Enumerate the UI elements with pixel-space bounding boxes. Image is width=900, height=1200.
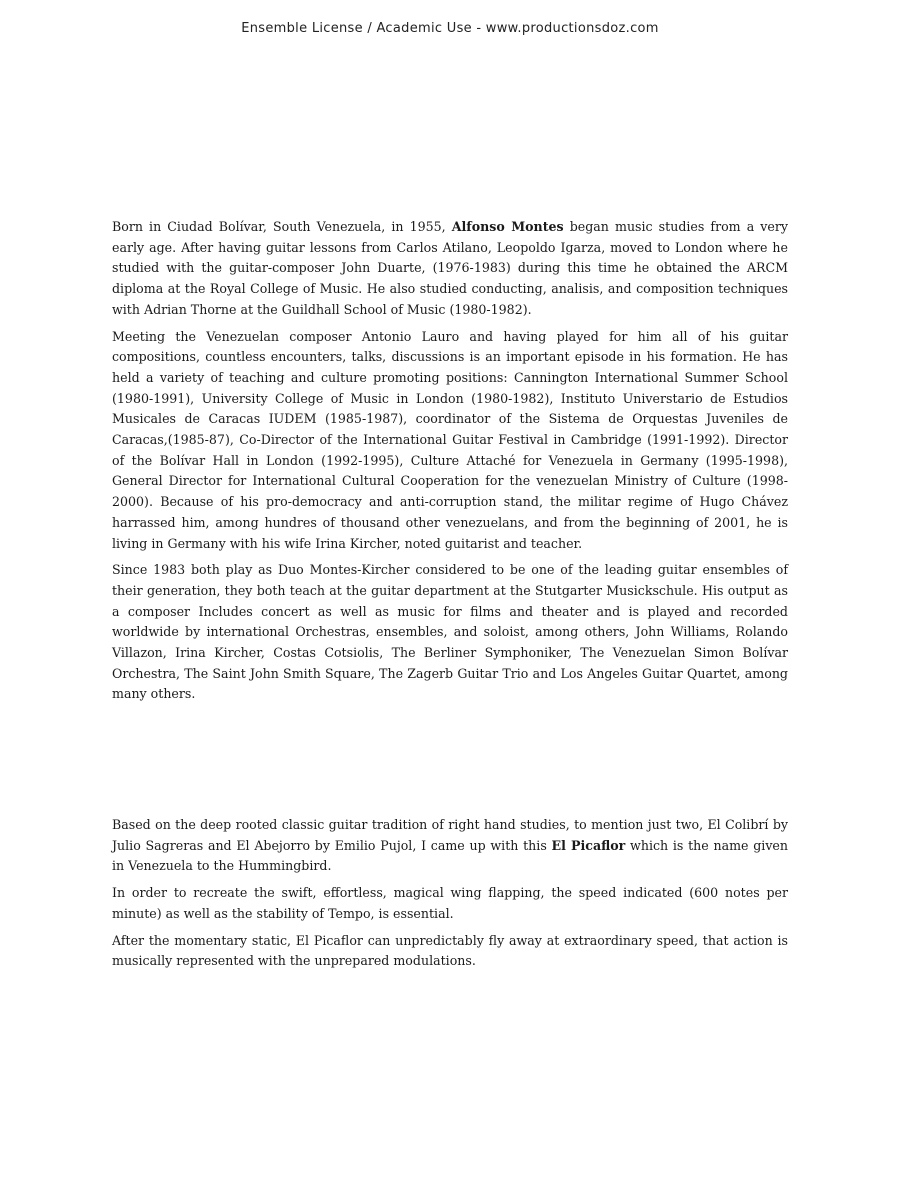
license-header: Ensemble License / Academic Use - www.productionsdoz.com xyxy=(241,21,659,36)
biography-paragraph-1-body: began music studies from a very early age. After having guitar lessons from Carlos Atilano, Leopoldo Igarza, moved to London where he studied with the guitar-composer John Duarte, (1976-1983) during this time he obtained the ARCM diploma at the Royal College of Music. He also studied conducting, analisis, and composition techniques with Adrian Thorne at the Guildhall School of Music (1980-1982). xyxy=(112,219,788,317)
program-notes-paragraph-1-body: which is the name given in Venezuela to the Hummingbird. xyxy=(112,837,788,874)
biography-paragraph-2: Meeting the Venezuelan composer Antonio Lauro and having played for him all of his guitar compositions, countless encounters, talks, discussions is an important episode in his formation. He has held a variety of teaching and culture promoting positions: Cannington International Summer School (1980-1991), University College of Music in London (1980-1982), Instituto Universtario de Estudios Musicales de Caracas IUDEM (1985-1987), coordinator of the Sistema de Orquestas Juveniles de Caracas,(1985-87), Co-Director of the International Guitar Festival in Cambridge (1991-1992). Director of the Bolívar Hall in London (1992-1995), Culture Attaché for Venezuela in Germany (1995-1998), General Director for International Cultural Cooperation for the venezuelan Ministry of Culture (1998-2000). Because of his pro-democracy and anti-corruption stand, the militar regime of Hugo Chávez harrassed him, among hundres of thousand other venezuelans, and from the beginning of 2001, he is living in Germany with his wife Irina Kircher, noted guitarist and teacher. xyxy=(112,328,788,551)
biography-section xyxy=(112,217,788,711)
program-notes-paragraph-2: In order to recreate the swift, effortless, magical wing flapping, the speed indicated (600 notes per minute) as well as the stability of Tempo, is essential. xyxy=(112,885,788,921)
biography-paragraph-1 xyxy=(112,217,788,321)
program-notes-section xyxy=(112,815,788,978)
composer-name: Alfonso Montes xyxy=(451,219,564,234)
biography-paragraph-3: Since 1983 both play as Duo Montes-Kircher considered to be one of the leading guitar ensembles of their generation, they both teach at the guitar department at the Stutgarter Musickschule. His output as a composer Includes concert as well as music for films and theater and is played and recorded worldwide by international Orchestras, ensembles, and soloist, among others, John Williams, Rolando Villazon, Irina Kircher, Costas Cotsiolis, The Berliner Symphoniker, The Venezuelan Simon Bolívar Orchestra, The Saint John Smith Square, The Zagerb Guitar Trio and Los Angeles Guitar Quartet, among many others. xyxy=(112,562,788,702)
piece-title: El Picaflor xyxy=(551,837,626,853)
program-notes-paragraph-3: After the momentary static, El Picaflor can unpredictably fly away at extraordinary speed, that action is musically represented with the unprepared modulations. xyxy=(112,932,788,969)
biography-paragraph-1-intro: Born in Ciudad Bolívar, South Venezuela, in 1955, xyxy=(112,219,452,234)
program-notes-paragraph-1 xyxy=(112,815,788,877)
program-notes-paragraph-1-intro: Based on the deep rooted classic guitar tradition of right hand studies, to mention just two, El Colibrí by Julio Sagreras and El Abejorro by Emilio Pujol, I came up with this xyxy=(112,817,788,853)
